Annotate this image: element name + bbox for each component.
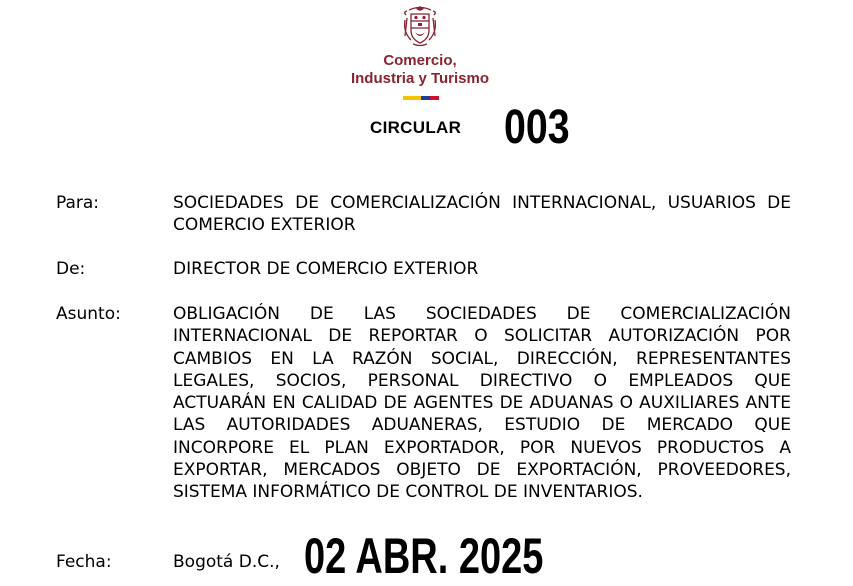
letterhead — [0, 0, 853, 106]
ministry-name-line1: Comercio, — [383, 52, 457, 69]
de-value: DIRECTOR DE COMERCIO EXTERIOR — [173, 259, 479, 279]
document-type-label: CIRCULAR — [370, 118, 462, 137]
de-label: De: — [56, 259, 86, 279]
colombia-coat-of-arms-icon — [401, 6, 439, 48]
para-label: Para: — [56, 193, 100, 213]
flag-red-band — [430, 96, 439, 100]
ministry-name — [320, 52, 520, 88]
circular-number: 003 — [504, 101, 570, 154]
flag-blue-band — [421, 96, 430, 100]
fecha-date-stamp: 02 ABR. 2025 — [304, 528, 544, 584]
ministry-name-line2: Industria y Turismo — [350, 70, 490, 87]
asunto-label: Asunto: — [56, 304, 121, 324]
fecha-city: Bogotá D.C., — [173, 552, 280, 572]
flag-yellow-band — [403, 96, 421, 100]
fecha-label: Fecha: — [56, 552, 112, 572]
colombia-flag-stripe — [403, 96, 439, 100]
para-value: SOCIEDADES DE COMERCIALIZACIÓN INTERNACIONAL, USUARIOS DE COMERCIO EXTERIOR — [173, 193, 791, 236]
asunto-value: OBLIGACIÓN DE LAS SOCIEDADES DE COMERCIALIZACIÓN INTERNACIONAL DE REPORTAR O SOLICITAR AUTORIZACIÓN POR CAMBIOS EN LA RAZÓN SOCIAL, DIRECCIÓN, REPRESENTANTES LEGALES, SOCIOS, PERSONAL DIRECTIVO O EMPLEADOS QUE ACTUARÁN EN CALIDAD DE AGENTES DE ADUANAS O AUXILIARES ANTE LAS AUTORIDADES ADUANERAS, ESTUDIO DE MERCADO QUE INCORPORE EL PLAN EXPORTADOR, POR NUEVOS PRODUCTOS A EXPORTAR, MERCADOS OBJETO DE EXPORTACIÓN, PROVEEDORES, SISTEMA INFORMÁTICO DE CONTROL DE INVENTARIOS. — [173, 304, 791, 503]
